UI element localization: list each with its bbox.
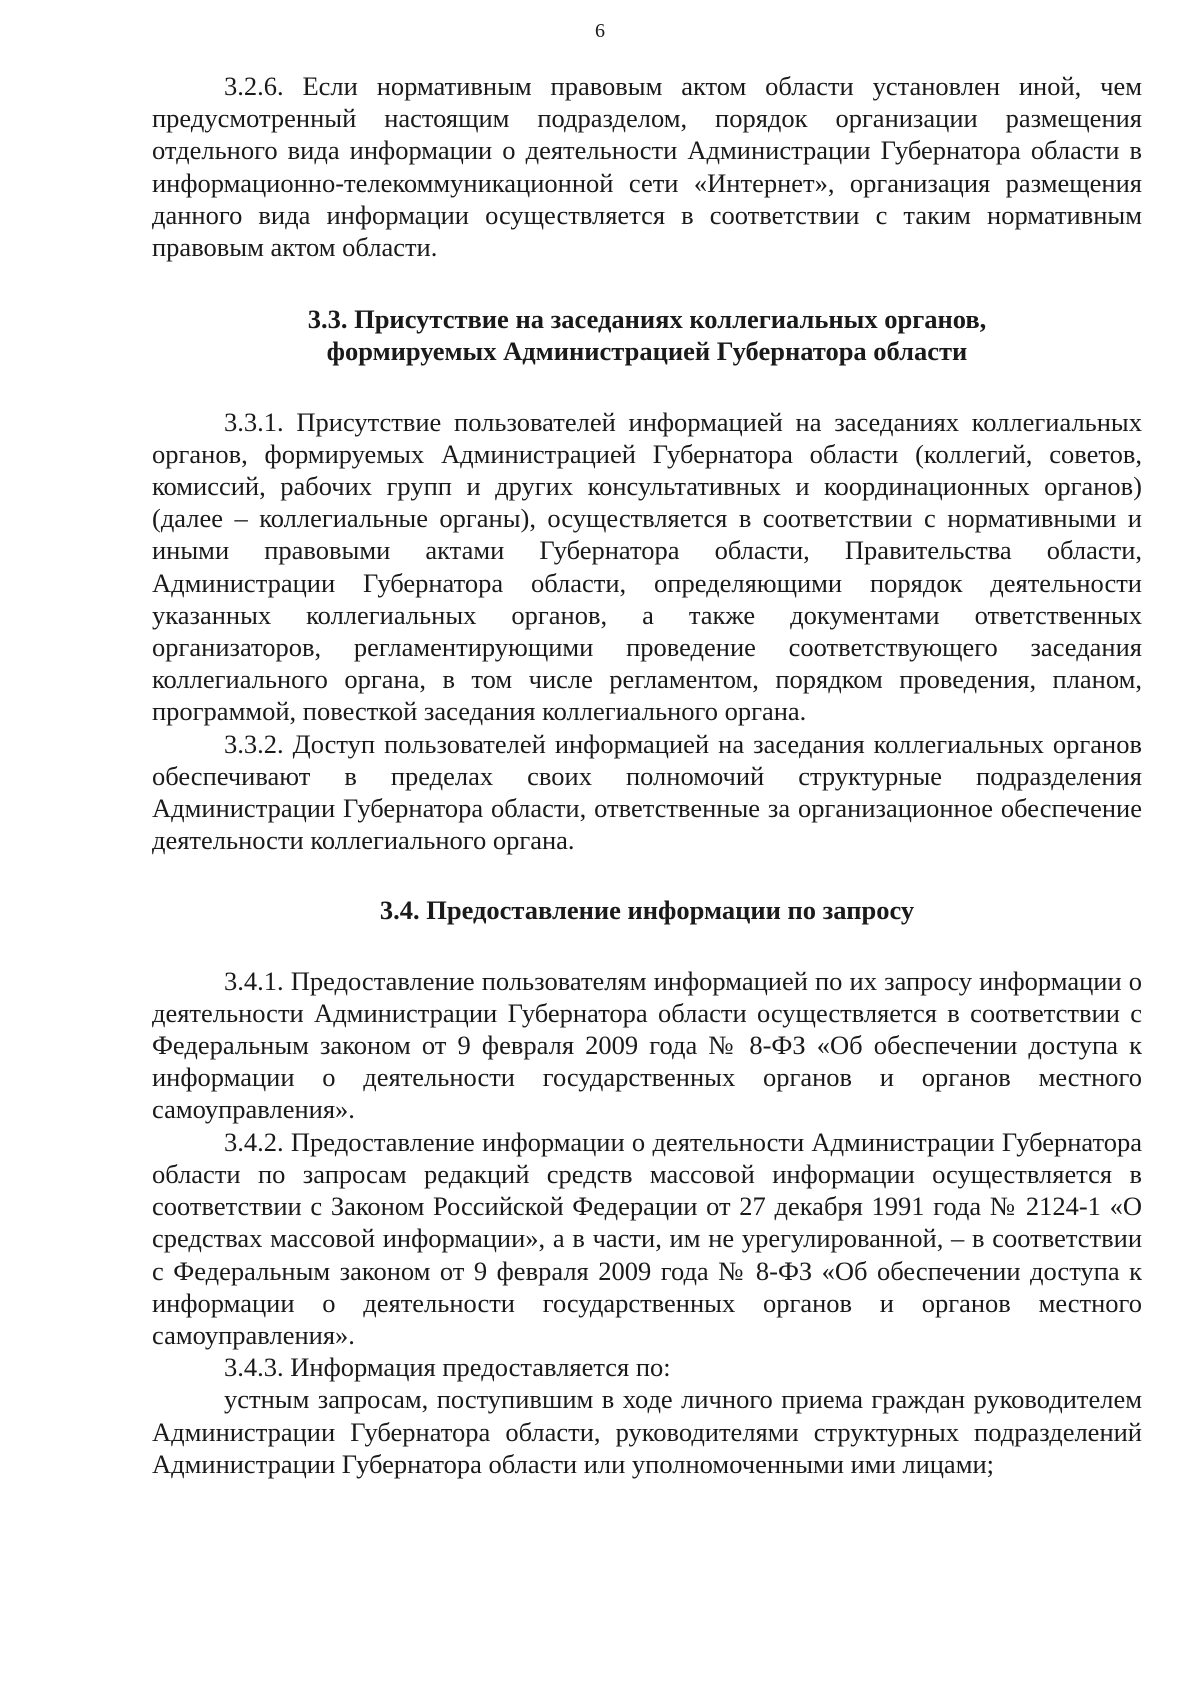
heading-3-4-line-1: 3.4. Предоставление информации по запросу [379, 895, 915, 926]
paragraph-3-4-3: 3.4.3. Информация предоставляется по: [224, 1352, 671, 1383]
spacer [152, 856, 1142, 894]
paragraph-3-2-6: 3.2.6. Если нормативным правовым актом области установлен иной, чем предусмотренный настоящим подразделом, порядок организации размещения отдельного вида информации о деятельности Администрации Губернатора области в информационно-телекоммуникационной сети «Интернет», организация размещения данного вида информации осуществляется в соответствии с таким нормативным правовым актом области. [152, 71, 1142, 263]
paragraph-3-3-2: 3.3.2. Доступ пользователей информацией на заседания коллегиальных органов обеспечивают в пределах своих полномочий структурные подразделения Администрации Губернатора области, ответственные за организационное обеспечение деятельности коллегиального органа. [152, 728, 1142, 856]
paragraph-3-4-1: 3.4.1. Предоставление пользователям информацией по их запросу информации о деятельности Администрации Губернатора области осуществляется в соответствии с Федеральным законом от 9 февраля 2009 года № 8-ФЗ «Об обеспечении доступа к информации о деятельности государственных органов и органов местного самоуправления». [152, 965, 1142, 1125]
page-number: 6 [595, 20, 605, 42]
document-body [152, 70, 1142, 1480]
heading-3-4 [152, 894, 1142, 926]
heading-3-3-line-2: формируемых Администрацией Губернатора области [326, 336, 968, 367]
heading-3-3 [152, 303, 1142, 367]
spacer [152, 927, 1142, 965]
paragraph-3-4-3-item-1: устным запросам, поступившим в ходе личного приема граждан руководителем Администрации Губернатора области, руководителями структурных подразделений Администрации Губернатора области или уполномоченными ими лицами; [152, 1384, 1142, 1479]
heading-3-3-line-1: 3.3. Присутствие на заседаниях коллегиальных органов, [307, 304, 987, 335]
spacer [152, 263, 1142, 303]
spacer [152, 368, 1142, 406]
paragraph-3-4-2: 3.4.2. Предоставление информации о деятельности Администрации Губернатора области по запросам редакций средств массовой информации осуществляется в соответствии с Законом Российской Федерации от 27 декабря 1991 года № 2124-1 «О средствах массовой информации», а в части, им не урегулированной, – в соответствии с Федеральным законом от 9 февраля 2009 года № 8-ФЗ «Об обеспечении доступа к информации о деятельности государственных органов и органов местного самоуправления». [152, 1126, 1142, 1350]
paragraph-3-3-1: 3.3.1. Присутствие пользователей информацией на заседаниях коллегиальных органов, формируемых Администрацией Губернатора области (коллегий, советов, комиссий, рабочих групп и других консультативных и координационных органов) (далее – коллегиальные органы), осуществляется в соответствии с нормативными и иными правовыми актами Губернатора области, Правительства области, Администрации Губернатора области, определяющими порядок деятельности указанных коллегиальных органов, а также документами ответственных организаторов, регламентирующими проведение соответствующего заседания коллегиального органа, в том числе регламентом, порядком проведения, планом, программой, повесткой заседания коллегиального органа. [152, 406, 1142, 727]
